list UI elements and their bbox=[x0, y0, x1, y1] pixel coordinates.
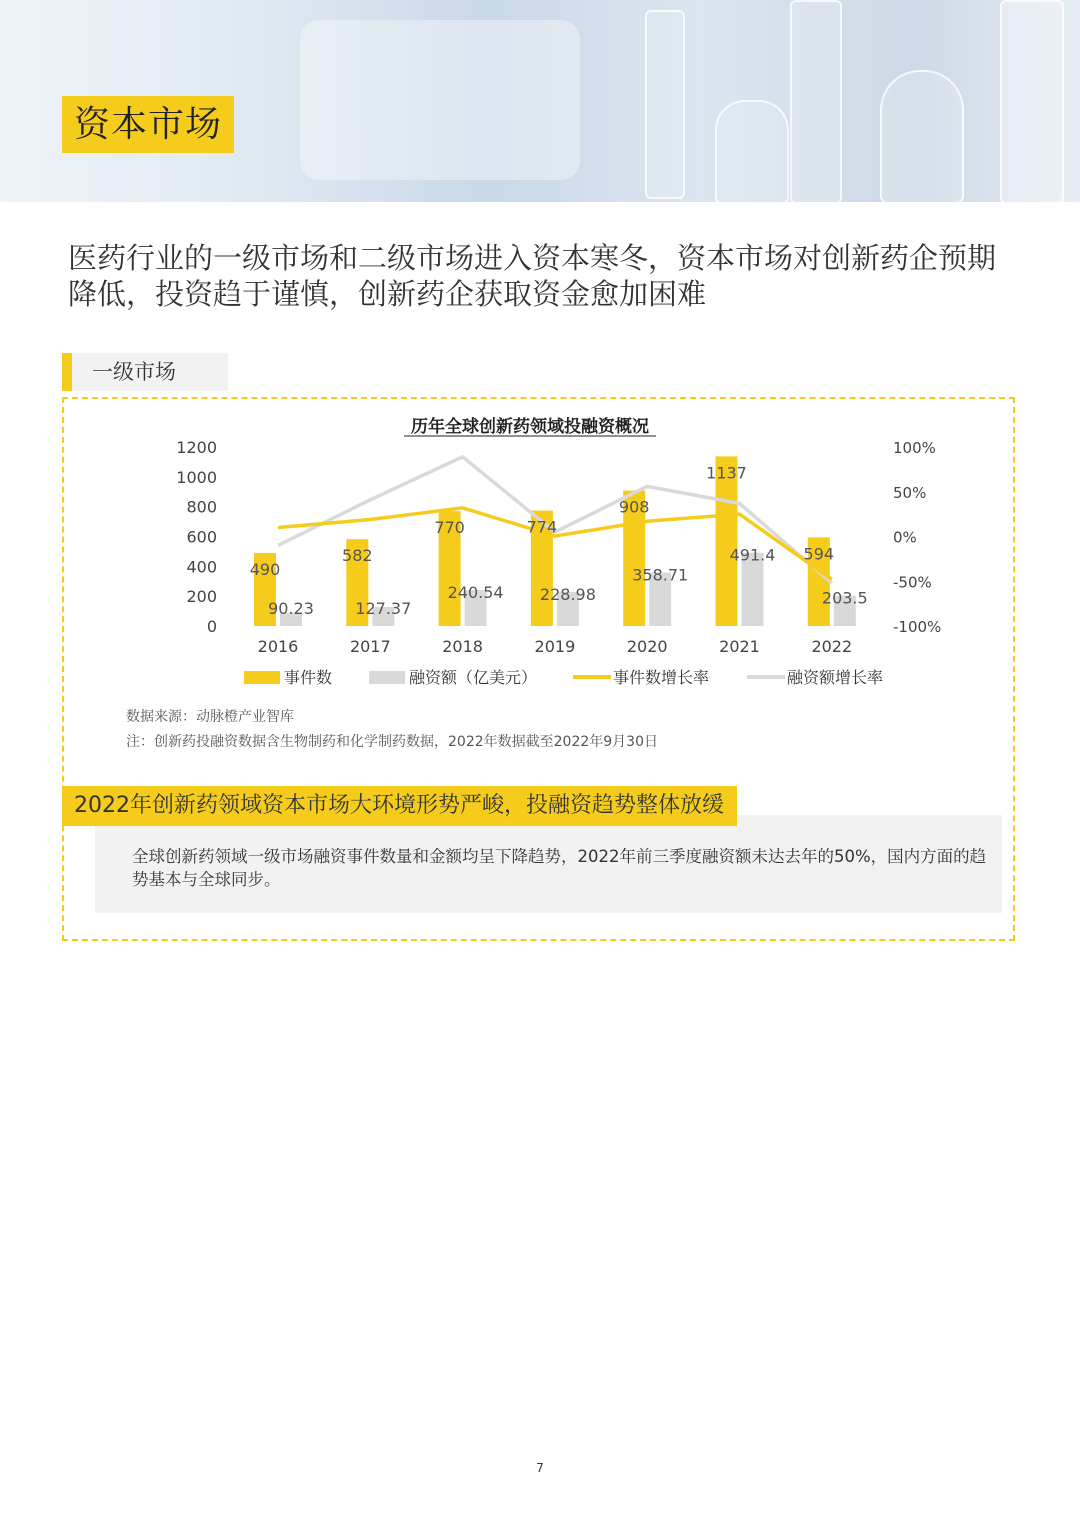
data-label-event-count: 594 bbox=[803, 544, 835, 564]
data-source-note: 数据来源：动脉橙产业智库 bbox=[126, 709, 294, 725]
x-tick-label: 2017 bbox=[349, 637, 391, 656]
data-label-financing-amount: 90.23 bbox=[268, 599, 314, 618]
x-tick-label: 2016 bbox=[257, 637, 299, 656]
y-left-tick-label: 600 bbox=[186, 527, 217, 547]
y-left-tick-label: 1200 bbox=[176, 438, 217, 457]
legend-label: 事件数增长率 bbox=[613, 668, 710, 687]
x-tick-label: 2018 bbox=[442, 637, 483, 656]
y-right-tick-label: -50% bbox=[893, 573, 932, 592]
data-label-event-count: 490 bbox=[249, 559, 281, 579]
y-left-tick-label: 1000 bbox=[176, 467, 217, 487]
data-label-event-count: 908 bbox=[618, 497, 650, 517]
data-label-financing-amount: 491.4 bbox=[729, 545, 776, 565]
y-right-tick-label: 50% bbox=[893, 483, 927, 502]
data-remark-note: 注：创新药投融资数据含生物制药和化学制药数据，2022年数据截至2022年9月30日 bbox=[126, 734, 658, 750]
data-label-financing-amount: 228.98 bbox=[539, 584, 596, 604]
y-left-tick-label: 200 bbox=[186, 587, 217, 607]
x-tick-label: 2020 bbox=[626, 637, 668, 656]
y-right-tick-label: 100% bbox=[893, 439, 936, 457]
data-label-event-count: 770 bbox=[434, 518, 465, 538]
investment-chart bbox=[0, 0, 1080, 760]
data-label-financing-amount: 240.54 bbox=[447, 583, 504, 603]
data-label-event-count: 582 bbox=[342, 546, 373, 566]
legend-label: 融资额（亿美元） bbox=[409, 668, 538, 687]
section-label: 一级市场 bbox=[92, 360, 176, 384]
x-tick-label: 2021 bbox=[719, 637, 760, 656]
banner-title: 资本市场 bbox=[62, 96, 234, 153]
x-tick-label: 2022 bbox=[811, 637, 853, 656]
data-label-financing-amount: 127.37 bbox=[355, 599, 412, 618]
y-right-tick-label: 0% bbox=[893, 528, 917, 547]
legend-label: 融资额增长率 bbox=[787, 668, 884, 687]
x-tick-label: 2019 bbox=[534, 637, 576, 656]
y-right-tick-label: -100% bbox=[893, 618, 942, 636]
page-headline: 医药行业的一级市场和二级市场进入资本寒冬，资本市场对创新药企预期降低，投资趋于谨慎，创新药企获取资金愈加困难 bbox=[68, 241, 997, 311]
y-left-tick-label: 800 bbox=[186, 497, 217, 517]
legend-swatch bbox=[244, 671, 280, 684]
summary-title: 2022年创新药领域资本市场大环境形势严峻，投融资趋势整体放缓 bbox=[62, 786, 737, 826]
y-left-tick-label: 400 bbox=[186, 557, 217, 577]
legend-label: 事件数 bbox=[284, 668, 333, 687]
summary-text: 全球创新药领域一级市场融资事件数量和金额均呈下降趋势，2022年前三季度融资额未达去年的50%，国内方面的趋势基本与全球同步。 bbox=[132, 847, 987, 889]
data-label-financing-amount: 203.5 bbox=[821, 588, 868, 608]
chart-title: 历年全球创新药领域投融资概况 bbox=[411, 417, 649, 437]
y-left-tick-label: 0 bbox=[206, 617, 217, 636]
legend-swatch bbox=[369, 671, 405, 684]
page-number: 7 bbox=[536, 1461, 544, 1475]
data-label-financing-amount: 358.71 bbox=[632, 565, 689, 585]
data-label-event-count: 774 bbox=[526, 517, 558, 537]
data-label-event-count: 1137 bbox=[706, 463, 747, 483]
